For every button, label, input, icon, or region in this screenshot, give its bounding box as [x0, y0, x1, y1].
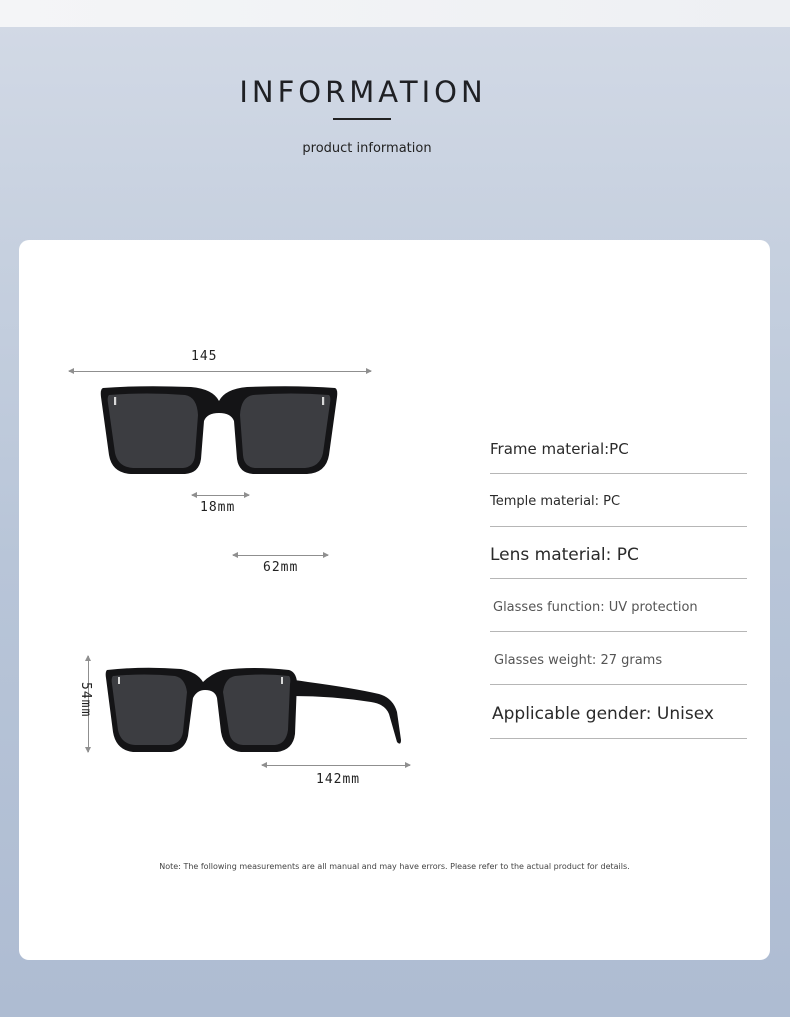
measurement-note: Note: The following measurements are all manual and may have errors. Please refer to the actual product for details.	[159, 862, 630, 871]
bridge-label: 18mm	[200, 500, 236, 515]
total-width-label: 145	[191, 349, 218, 364]
info-card	[19, 240, 770, 960]
spec-lens-material: Lens material: PC	[490, 545, 747, 579]
temple-length-label: 142mm	[316, 772, 361, 787]
page-title: INFORMATION	[239, 75, 487, 109]
spec-temple-material: Temple material: PC	[490, 494, 747, 527]
side-view-glasses-image	[103, 662, 403, 757]
front-view-glasses-image	[97, 383, 342, 478]
spec-glasses-function: Glasses function: UV protection	[490, 600, 747, 632]
total-width-arrow	[69, 371, 371, 372]
spec-glasses-weight: Glasses weight: 27 grams	[490, 653, 747, 685]
page-subtitle: product information	[302, 141, 432, 156]
temple-length-arrow	[262, 765, 410, 766]
lens-height-label: 54mm	[78, 682, 93, 718]
bridge-arrow	[192, 495, 249, 496]
spec-applicable-gender: Applicable gender: Unisex	[490, 704, 747, 739]
top-strip	[0, 0, 790, 27]
lens-width-label: 62mm	[263, 560, 299, 575]
title-underline	[333, 118, 391, 120]
lens-width-arrow	[233, 555, 328, 556]
spec-frame-material: Frame material:PC	[490, 440, 747, 474]
